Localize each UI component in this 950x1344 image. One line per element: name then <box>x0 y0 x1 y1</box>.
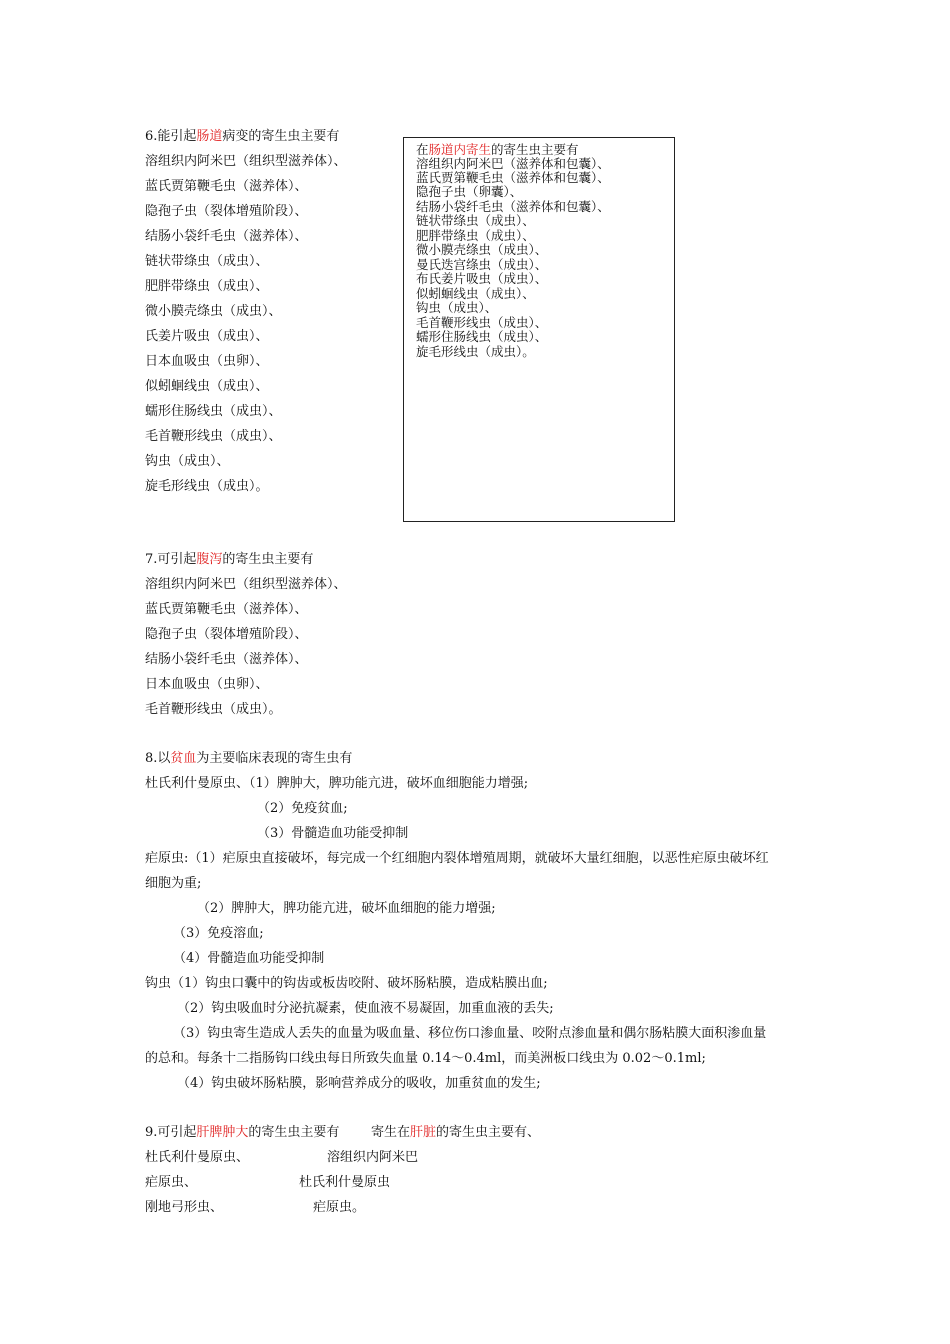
list-item: 毛首鞭形线虫（成虫）、 <box>145 429 282 444</box>
intestinal-parasites-textbox <box>403 137 675 522</box>
list-item: 链状带绦虫（成虫）、 <box>145 254 269 269</box>
textbox-item: 旋毛形线虫（成虫）。 <box>416 344 535 359</box>
textbox-item: 蠕形住肠线虫（成虫）、 <box>416 329 548 344</box>
textbox-item: 溶组织内阿米巴（滋养体和包囊）、 <box>416 156 610 171</box>
textbox-item: 肥胖带绦虫（成虫）、 <box>416 228 535 243</box>
highlight-term: 贫血 <box>170 751 197 766</box>
highlight-term: 肝脏 <box>410 1125 437 1140</box>
list-item: 微小膜壳绦虫（成虫）、 <box>145 304 282 319</box>
highlight-term: 肠道内寄生 <box>428 142 492 157</box>
textbox-item: 隐孢子虫（卵囊）、 <box>416 184 523 199</box>
list-item: 杜氏利什曼原虫 <box>299 1175 391 1190</box>
textbox-item: 微小膜壳绦虫（成虫）、 <box>416 242 548 257</box>
paragraph-line: 杜氏利什曼原虫、（1）脾肿大，脾功能亢进，破坏血细胞能力增强; <box>145 776 529 791</box>
list-item: 蓝氏贾第鞭毛虫（滋养体）、 <box>145 179 308 194</box>
textbox-item: 蓝氏贾第鞭毛虫（滋养体和包囊）、 <box>416 170 610 185</box>
paragraph-line: （2）免疫贫血; <box>257 801 348 816</box>
list-item: 肥胖带绦虫（成虫）、 <box>145 279 269 294</box>
list-item: 钩虫（成虫）、 <box>145 454 230 469</box>
textbox-heading: 在肠道内寄生的寄生虫主要有 <box>416 142 579 157</box>
textbox-item: 链状带绦虫（成虫）、 <box>416 213 535 228</box>
highlight-term: 腹泻 <box>196 552 223 567</box>
textbox-item: 似蚓蛔线虫（成虫）、 <box>416 286 535 301</box>
paragraph-line: 的总和。每条十二指肠钩口线虫每日所致失血量 0.14～0.4ml，而美洲板口线虫为 0.02～0.1ml; <box>145 1051 706 1066</box>
textbox-item: 钩虫（成虫）、 <box>416 300 498 315</box>
paragraph-line: 钩虫（1）钩虫口囊中的钩齿或板齿咬附、破坏肠粘膜，造成粘膜出血; <box>145 976 548 991</box>
paragraph-line: （3）骨髓造血功能受抑制 <box>257 826 409 841</box>
s6-heading: 6.能引起肠道病变的寄生虫主要有 <box>145 129 340 144</box>
list-item: 旋毛形线虫（成虫）。 <box>145 479 269 494</box>
list-item: 结肠小袋纤毛虫（滋养体）、 <box>145 652 308 667</box>
paragraph-line: 疟原虫:（1）疟原虫直接破坏，每完成一个红细胞内裂体增殖周期，就破坏大量红细胞，以恶性疟原虫破坏红 <box>145 851 769 866</box>
list-item: 蠕形住肠线虫（成虫）、 <box>145 404 282 419</box>
list-item: 刚地弓形虫、 <box>145 1200 224 1215</box>
textbox-item: 曼氏迭宫绦虫（成虫）、 <box>416 257 548 272</box>
list-item: 疟原虫。 <box>313 1200 366 1215</box>
list-item: 隐孢子虫（裂体增殖阶段）、 <box>145 204 308 219</box>
paragraph-line: （2）钩虫吸血时分泌抗凝素，使血液不易凝固，加重血液的丢失; <box>177 1001 554 1016</box>
list-item: 溶组织内阿米巴（组织型滋养体）、 <box>145 154 347 169</box>
list-item: 日本血吸虫（虫卵）、 <box>145 354 269 369</box>
paragraph-line: （2）脾肿大，脾功能亢进，破坏血细胞的能力增强; <box>197 901 496 916</box>
list-item: 杜氏利什曼原虫、 <box>145 1150 250 1165</box>
list-item: 似蚓蛔线虫（成虫）、 <box>145 379 269 394</box>
paragraph-line: 细胞为重; <box>145 876 202 891</box>
list-item: 疟原虫、 <box>145 1175 198 1190</box>
paragraph-line: （4）钩虫破坏肠粘膜，影响营养成分的吸收，加重贫血的发生; <box>177 1076 541 1091</box>
s8-heading: 8.以贫血为主要临床表现的寄生虫有 <box>145 751 353 766</box>
list-item: 隐孢子虫（裂体增殖阶段）、 <box>145 627 308 642</box>
list-item: 蓝氏贾第鞭毛虫（滋养体）、 <box>145 602 308 617</box>
textbox-item: 毛首鞭形线虫（成虫）、 <box>416 315 548 330</box>
list-item: 结肠小袋纤毛虫（滋养体）、 <box>145 229 308 244</box>
s9-heading-right: 寄生在肝脏的寄生虫主要有、 <box>371 1125 541 1140</box>
list-item: 溶组织内阿米巴（组织型滋养体）、 <box>145 577 347 592</box>
s9-heading: 9.可引起肝脾肿大的寄生虫主要有 <box>145 1125 340 1140</box>
list-item: 日本血吸虫（虫卵）、 <box>145 677 269 692</box>
paragraph-line: （3）钩虫寄生造成人丢失的血量为吸血量、移位伤口渗血量、咬附点渗血量和偶尔肠粘膜大面积渗血量 <box>173 1026 767 1041</box>
paragraph-line: （4）骨髓造血功能受抑制 <box>173 951 325 966</box>
textbox-item: 布氏姜片吸虫（成虫）、 <box>416 271 548 286</box>
textbox-item: 结肠小袋纤毛虫（滋养体和包囊）、 <box>416 199 610 214</box>
list-item: 氏姜片吸虫（成虫）、 <box>145 329 269 344</box>
list-item: 毛首鞭形线虫（成虫）。 <box>145 702 282 717</box>
s7-heading: 7.可引起腹泻的寄生虫主要有 <box>145 552 314 567</box>
list-item: 溶组织内阿米巴 <box>327 1150 419 1165</box>
highlight-term: 肠道 <box>196 129 223 144</box>
highlight-term: 肝脾肿大 <box>196 1125 249 1140</box>
paragraph-line: （3）免疫溶血; <box>173 926 264 941</box>
